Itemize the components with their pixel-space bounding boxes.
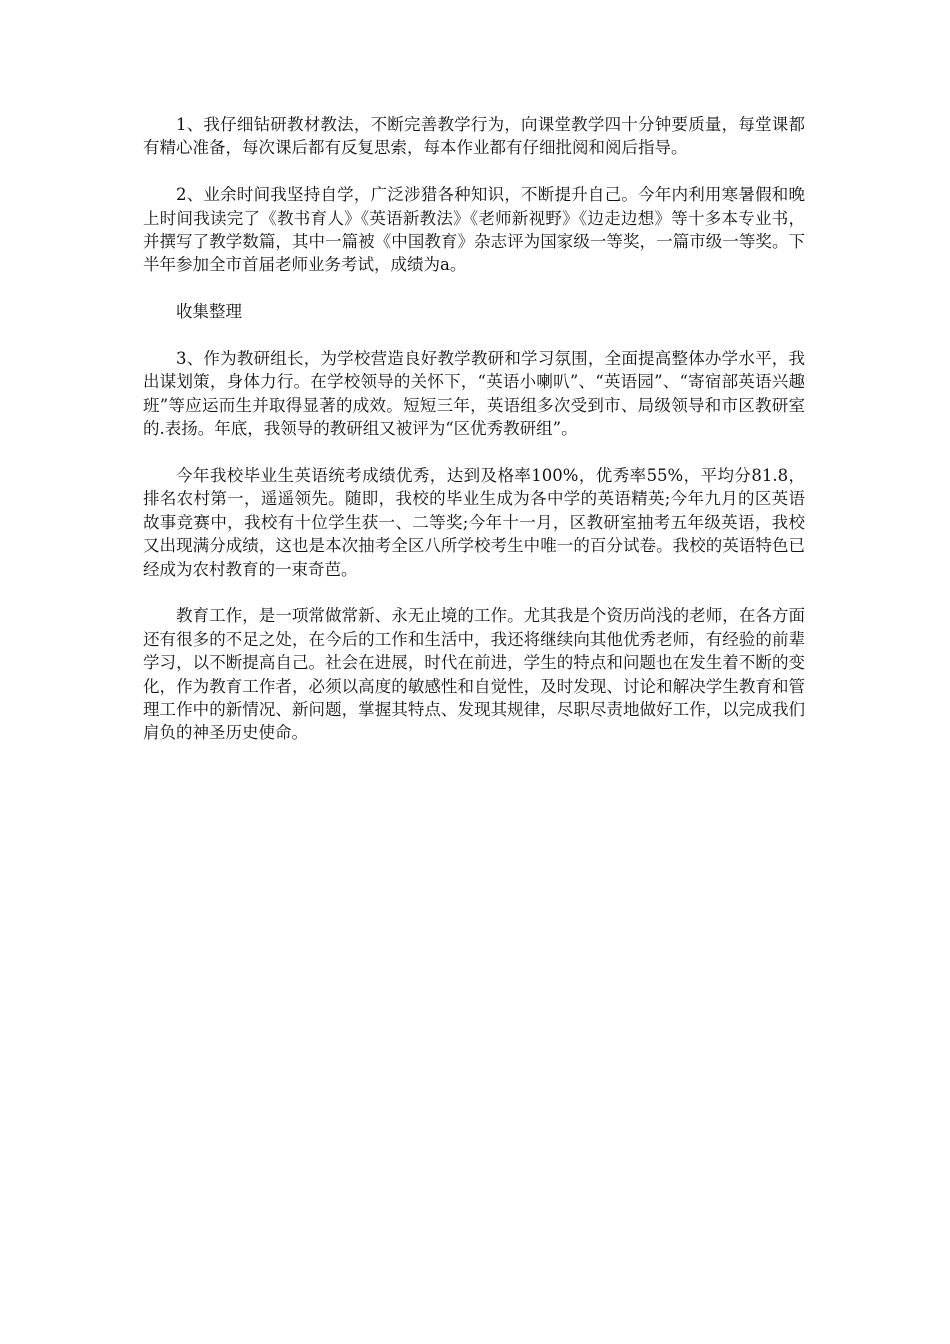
document-page [143,113,805,768]
paragraph-1: 1、我仔细钻研教材教法，不断完善教学行为，向课堂教学四十分钟要质量，每堂课都有精心准备，每次课后都有反复思索，每本作业都有仔细批阅和阅后指导。 [143,115,805,158]
paragraph-4: 3、作为教研组长，为学校营造良好教学教研和学习氛围，全面提高整体办学水平，我出谋划策，身体力行。在学校领导的关怀下，“英语小喇叭”、“英语园”、“寄宿部英语兴趣班”等应运而生并取得显著的成效。短短三年，英语组多次受到市、局级领导和市区教研室的.表扬。年底，我领导的教研组又被评为“区优秀教研组”。 [143,349,805,439]
paragraph-5: 今年我校毕业生英语统考成绩优秀，达到及格率100%，优秀率55%，平均分81.8，排名农村第一，遥遥领先。随即，我校的毕业生成为各中学的英语精英;今年九月的区英语故事竞赛中，我校有十位学生获一、二等奖;今年十一月，区教研室抽考五年级英语，我校又出现满分成绩，这也是本次抽考全区八所学校考生中唯一的百分试卷。我校的英语特色已经成为农村教育的一束奇芭。 [143,466,805,579]
paragraph-3: 收集整理 [176,302,242,322]
paragraph-2: 2、业余时间我坚持自学，广泛涉猎各种知识，不断提升自己。今年内利用寒暑假和晚上时间我读完了《教书育人》《英语新教法》《老师新视野》《边走边想》等十多本专业书，并撰写了教学数篇，其中一篇被《中国教育》杂志评为国家级一等奖，一篇市级一等奖。下半年参加全市首届老师业务考试，成绩为a。 [143,185,805,275]
paragraph-6: 教育工作，是一项常做常新、永无止境的工作。尤其我是个资历尚浅的老师，在各方面还有很多的不足之处，在今后的工作和生活中，我还将继续向其他优秀老师，有经验的前辈学习，以不断提高自己。社会在进展，时代在前进，学生的特点和问题也在发生着不断的变化，作为教育工作者，必须以高度的敏感性和自觉性，及时发现、讨论和解决学生教育和管理工作中的新情况、新问题，掌握其特点、发现其规律，尽职尽责地做好工作，以完成我们肩负的神圣历史使命。 [143,606,805,743]
